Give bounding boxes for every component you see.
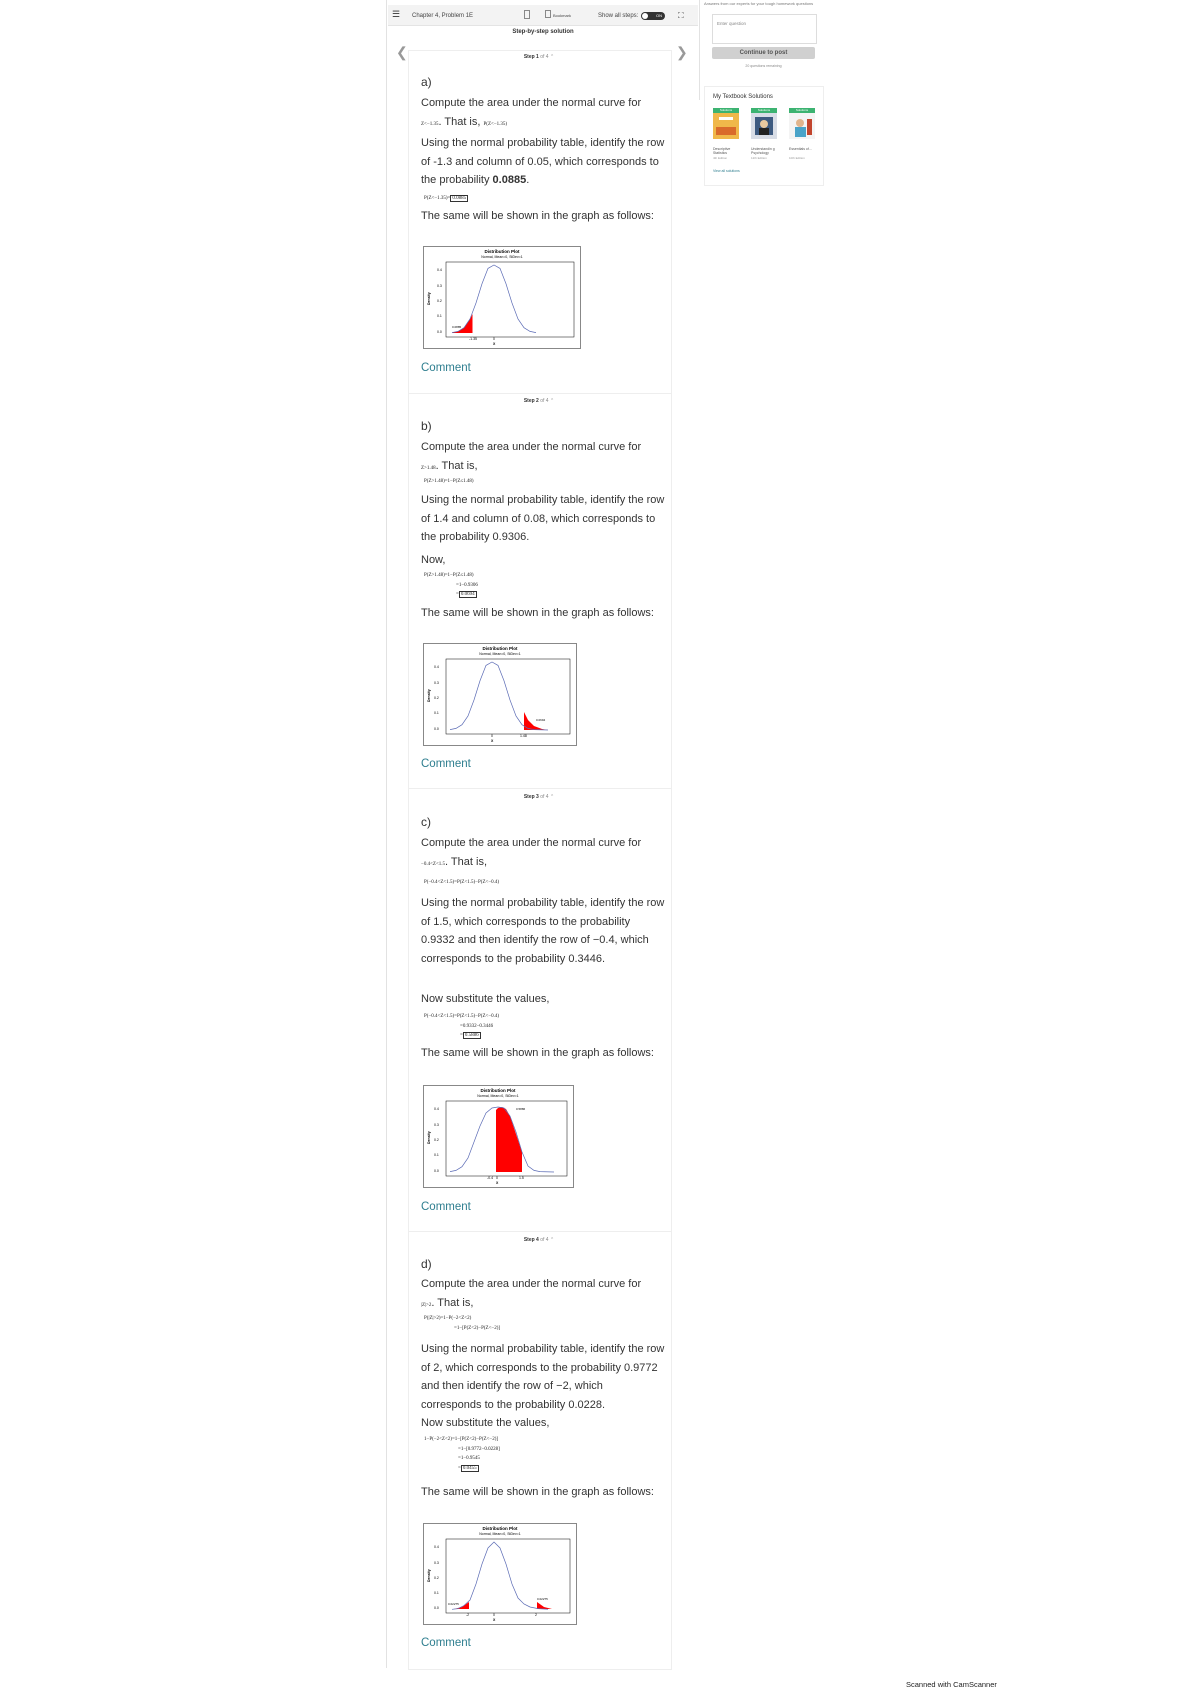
top-bar <box>388 5 698 26</box>
ytick-label: 0.0 <box>434 727 439 731</box>
book-cover-image <box>713 113 739 139</box>
xtick-label: 1.5 <box>519 1176 524 1180</box>
ytick-label: 0.1 <box>434 1153 439 1157</box>
equation: P(Z<−1.35)= 0.0885 <box>424 196 467 201</box>
part-label: c) <box>421 815 431 829</box>
ytick-label: 0.4 <box>434 1545 439 1549</box>
question-input[interactable] <box>712 14 817 44</box>
step-paragraph: Now substitute the values, <box>421 993 550 1005</box>
plot-xlabel: X <box>491 739 494 743</box>
book-card[interactable] <box>713 108 739 134</box>
equation: P(Z>1.48)=1−P(Z≤1.48) <box>424 479 474 484</box>
equation: P(|Z|>2)=1−P(−2<Z<2) =1−[P(Z<2)−P(Z<−2)] <box>424 1316 501 1331</box>
area-label: 0.0694 <box>536 718 546 722</box>
comment-link[interactable]: Comment <box>421 1637 471 1649</box>
content-left-border <box>386 0 387 1668</box>
step-header[interactable]: Step 4 of 4 ⌃ <box>523 1237 555 1243</box>
ytick-label: 0.2 <box>434 1138 439 1142</box>
plot-ylabel: Density <box>427 292 431 305</box>
bookmark-label[interactable]: Bookmark <box>553 13 572 18</box>
normal-curve <box>452 1542 548 1609</box>
ytick-label: 0.2 <box>434 696 439 700</box>
plot-ylabel: Density <box>427 689 431 702</box>
equation: P(Z>1.48)=1−P(Z≤1.48) =1−0.9306 = 0.0694 <box>424 573 478 597</box>
expand-icon[interactable]: ⛶ <box>678 11 684 20</box>
xtick-label: -1.35 <box>469 337 477 341</box>
xtick-label: -0.4 <box>487 1176 494 1180</box>
ytick-label: 0.2 <box>434 1576 439 1580</box>
xtick-label: 0 <box>493 337 495 341</box>
equation: P(−0.4<Z<1.5)=P(Z<1.5)−P(Z<−0.4) <box>424 880 500 885</box>
book-edition: 4th Edition <box>713 156 728 160</box>
step-paragraph: Now substitute the values, <box>421 1417 550 1429</box>
comment-link[interactable]: Comment <box>421 758 471 770</box>
show-all-steps-label: Show all steps: <box>598 13 639 19</box>
xtick-label: 2 <box>535 1613 537 1617</box>
step-paragraph: Compute the area under the normal curve for Z<−1.35. That is, P(Z<−1.35) <box>421 97 642 128</box>
book-card[interactable] <box>751 108 777 134</box>
book-cover-image <box>789 113 815 139</box>
xtick-label: 0 <box>491 734 493 738</box>
comment-link[interactable]: Comment <box>421 1201 471 1213</box>
step-paragraph: Compute the area under the normal curve for −0.4<Z<1.5. That is, <box>421 837 642 868</box>
plot-title: Distribution Plot <box>484 249 520 254</box>
solutions-badge: Solutions <box>751 108 777 113</box>
ytick-label: 0.3 <box>434 1123 439 1127</box>
step-paragraph: The same will be shown in the graph as follows: <box>421 1486 654 1498</box>
plot-svg <box>424 1524 576 1624</box>
solutions-badge: Solutions <box>713 108 739 113</box>
toggle-knob <box>642 13 648 19</box>
step-paragraph: Compute the area under the normal curve for |Z|>2. That is, <box>421 1278 642 1309</box>
plot-title: Distribution Plot <box>480 1088 516 1093</box>
book-title[interactable]: Essentials of... <box>789 147 812 151</box>
plot-ylabel: Density <box>427 1569 431 1582</box>
ytick-label: 0.0 <box>437 330 442 334</box>
mobile-icon[interactable] <box>524 10 530 19</box>
step-by-step-title: Step-by-step solution <box>512 29 574 35</box>
step-header[interactable]: Step 2 of 4 ⌃ <box>523 398 555 404</box>
area-label-right: 0.02275 <box>537 1597 548 1601</box>
ytick-label: 0.1 <box>434 1591 439 1595</box>
area-label-left: 0.02275 <box>448 1602 459 1606</box>
show-all-steps-toggle[interactable] <box>641 12 665 20</box>
area-label: 0.0885 <box>452 325 462 329</box>
plot-title: Distribution Plot <box>482 1526 518 1531</box>
ytick-label: 0.4 <box>437 268 442 272</box>
area-label: 0.5886 <box>516 1107 526 1111</box>
distribution-plot <box>423 1523 577 1625</box>
solutions-badge: Solutions <box>789 108 815 113</box>
book-title[interactable]: Understandin g Psychology <box>751 147 775 155</box>
shaded-area <box>537 1602 552 1609</box>
plot-title: Distribution Plot <box>482 646 518 651</box>
book-edition: 12th Edition <box>751 156 767 160</box>
part-label: b) <box>421 419 432 433</box>
distribution-plot <box>423 643 577 746</box>
step-paragraph: The same will be shown in the graph as follows: <box>421 607 654 619</box>
ytick-label: 0.2 <box>437 299 442 303</box>
chapter-label: Chapter 4, Problem 1E <box>412 13 474 19</box>
xtick-label: 0 <box>496 1176 498 1180</box>
step-paragraph: The same will be shown in the graph as follows: <box>421 210 654 222</box>
ytick-label: 0.3 <box>434 681 439 685</box>
ytick-label: 0.1 <box>434 711 439 715</box>
equation: P(−0.4<Z<1.5)=P(Z<1.5)−P(Z<−0.4) =0.9332−0.3446 = 0.5886 <box>424 1014 500 1038</box>
distribution-plot <box>423 246 581 349</box>
book-card[interactable] <box>789 108 815 134</box>
list-icon[interactable]: ☰ <box>392 9 401 19</box>
normal-curve <box>450 662 548 730</box>
book-title[interactable]: Descriptive Statistics <box>713 147 731 155</box>
question-input-placeholder: Enter question <box>717 21 747 26</box>
ytick-label: 0.4 <box>434 1107 439 1111</box>
step-paragraph: Now, <box>421 554 446 566</box>
textbook-solutions-title: My Textbook Solutions <box>713 94 773 100</box>
ask-expert-intro: Answers from our experts for your tough homework questions <box>704 1 814 6</box>
equation: 1−P(−2<Z<2)=1−[P(Z<2)−P(Z<−2)] =1−[0.9772−0.0228] =1−0.9545 = 0.0455 <box>424 1437 500 1471</box>
scanner-watermark: Scanned with CamScanner <box>906 1680 997 1689</box>
ytick-label: 0.1 <box>437 314 442 318</box>
plot-ylabel: Density <box>427 1131 431 1144</box>
book-cover-image <box>751 113 777 139</box>
part-label: d) <box>421 1257 432 1271</box>
plot-svg <box>424 247 580 348</box>
ytick-label: 0.0 <box>434 1606 439 1610</box>
book-edition: 10th Edition <box>789 156 805 160</box>
step-header[interactable]: Step 1 of 4 ⌃ <box>523 54 555 60</box>
comment-link[interactable]: Comment <box>421 362 471 374</box>
textbook-solutions-card <box>704 86 824 186</box>
xtick-label: 1.48 <box>520 734 527 738</box>
plot-subtitle: Normal, Mean=0, StDev=1 <box>479 652 521 656</box>
plot-subtitle: Normal, Mean=0, StDev=1 <box>481 255 523 259</box>
ytick-label: 0.3 <box>434 1561 439 1565</box>
ytick-label: 0.4 <box>434 665 439 669</box>
next-arrow-icon[interactable]: ❯ <box>676 44 688 60</box>
plot-svg <box>424 644 576 745</box>
previous-arrow-icon[interactable]: ❮ <box>396 44 408 60</box>
plot-xlabel: X <box>493 1618 496 1622</box>
bookmark-icon[interactable] <box>545 10 551 18</box>
plot-xlabel: X <box>493 342 496 346</box>
content-right-border <box>699 0 700 100</box>
view-all-solutions-link[interactable]: View all solutions <box>713 169 740 173</box>
plot-xlabel: X <box>496 1181 499 1185</box>
plot-subtitle: Normal, Mean=0, StDev=1 <box>479 1532 521 1536</box>
step-paragraph: Using the normal probability table, identify the row of 1.5, which corresponds to the probability 0.9332 and then identify the row of −0.4, which corresponds to the probability 0.3446. <box>421 897 665 965</box>
plot-subtitle: Normal, Mean=0, StDev=1 <box>477 1094 519 1098</box>
step-paragraph: Using the normal probability table, identify the row of 2, which corresponds to the probability 0.9772 and then identify the row of −2, which corresponds to the probability 0.0228. <box>421 1343 665 1411</box>
continue-to-post-button[interactable]: Continue to post <box>712 47 815 59</box>
plot-svg <box>424 1086 573 1187</box>
plot-frame <box>446 1539 570 1613</box>
step-paragraph: Using the normal probability table, identify the row of -1.3 and column of 0.05, which corresponds to the probability 0.0885. <box>421 137 665 186</box>
distribution-plot <box>423 1085 574 1188</box>
xtick-label: 0 <box>493 1613 495 1617</box>
step-paragraph: Using the normal probability table, identify the row of 1.4 and column of 0.08, which corresponds to the probability 0.9306. <box>421 494 665 543</box>
normal-curve <box>452 265 536 333</box>
step-paragraph: Compute the area under the normal curve for Z>1.48. That is, <box>421 441 642 472</box>
step-header[interactable]: Step 3 of 4 ⌃ <box>523 794 555 800</box>
plot-frame <box>446 659 570 734</box>
toggle-state: ON <box>656 13 662 18</box>
xtick-label: -2 <box>466 1613 470 1617</box>
ytick-label: 0.0 <box>434 1169 439 1173</box>
step-paragraph: The same will be shown in the graph as follows: <box>421 1047 654 1059</box>
part-label: a) <box>421 75 432 89</box>
ytick-label: 0.3 <box>437 284 442 288</box>
shaded-area <box>452 314 473 333</box>
questions-remaining: 20 questions remaining <box>745 64 782 68</box>
